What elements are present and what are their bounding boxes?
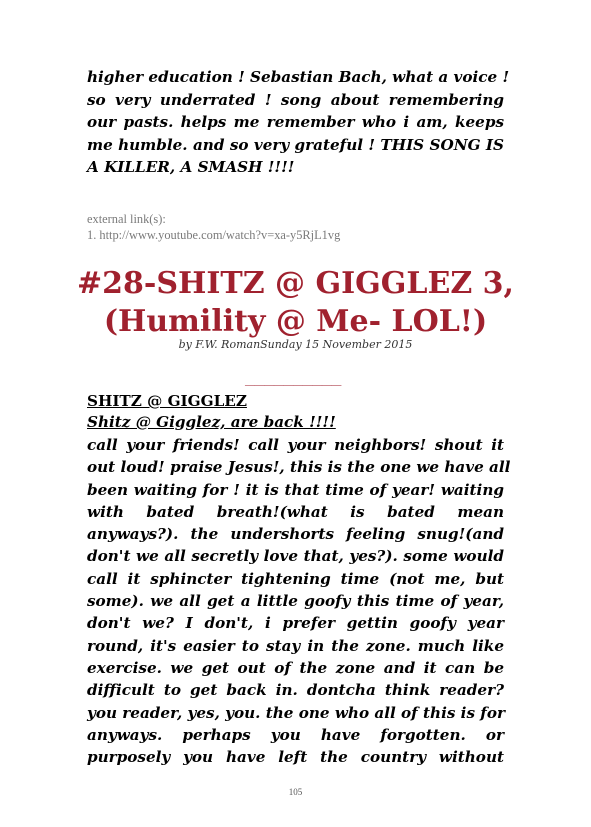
intro-line: me humble. and so very grateful ! THIS SONG IS	[87, 135, 504, 154]
external-link[interactable]: 1. http://www.youtube.com/watch?v=xa-y5RjL1vg	[87, 228, 341, 242]
body-line: purposely you have left the country without	[87, 748, 504, 767]
body-line: exercise. we get out of the zone and it can be	[87, 658, 504, 677]
post-subheading: SHITZ @ GIGGLEZ	[87, 392, 247, 410]
body-line: call your friends! call your neighbors! shout it	[87, 436, 504, 454]
body-line: don't we all secretly love that, yes?). some would	[87, 547, 504, 566]
intro-line: A KILLER, A SMASH !!!!	[87, 158, 295, 177]
body-line: anyways. perhaps you have forgotten. or	[87, 725, 504, 744]
body-line: call it sphincter tightening time (not me, but	[87, 569, 504, 588]
external-links-label: external link(s):	[87, 212, 166, 226]
external-links	[87, 211, 340, 243]
section-divider: ——————————	[245, 380, 342, 391]
body-line: with bated breath!(what is bated mean	[87, 502, 504, 521]
intro-line: our pasts. helps me remember who i am, keeps	[87, 113, 504, 132]
page-number: 105	[288, 787, 303, 797]
intro-paragraph	[87, 66, 510, 179]
body-line: you reader, yes, you. the one who all of this is for	[87, 703, 505, 722]
post-byline: by F.W. RomanSunday 15 November 2015	[178, 338, 413, 351]
body-line: some). we all get a little goofy this time of year,	[87, 592, 504, 611]
body-line: out loud! praise Jesus!, this is the one we have all	[87, 458, 511, 477]
body-line: round, it's easier to stay in the zone. much like	[87, 636, 504, 655]
body-line: been waiting for ! it is that time of year! waiting	[87, 480, 504, 499]
post-title-line1: #28-SHITZ @ GIGGLEZ 3,	[76, 266, 514, 301]
post-title-line2: (Humility @ Me- LOL!)	[103, 304, 488, 339]
body-line: anyways?). the undershorts feeling snug!(and	[87, 525, 504, 544]
body-line: don't we? I don't, i prefer gettin goofy year	[87, 614, 504, 633]
intro-line: so very underrated ! song about remembering	[87, 90, 504, 109]
body-line: difficult to get back in. dontcha think reader?	[87, 681, 504, 700]
post-subheading-italic: Shitz @ Gigglez, are back !!!!	[87, 413, 336, 431]
intro-line: higher education ! Sebastian Bach, what a voice !	[87, 68, 510, 86]
post-body	[87, 434, 511, 768]
